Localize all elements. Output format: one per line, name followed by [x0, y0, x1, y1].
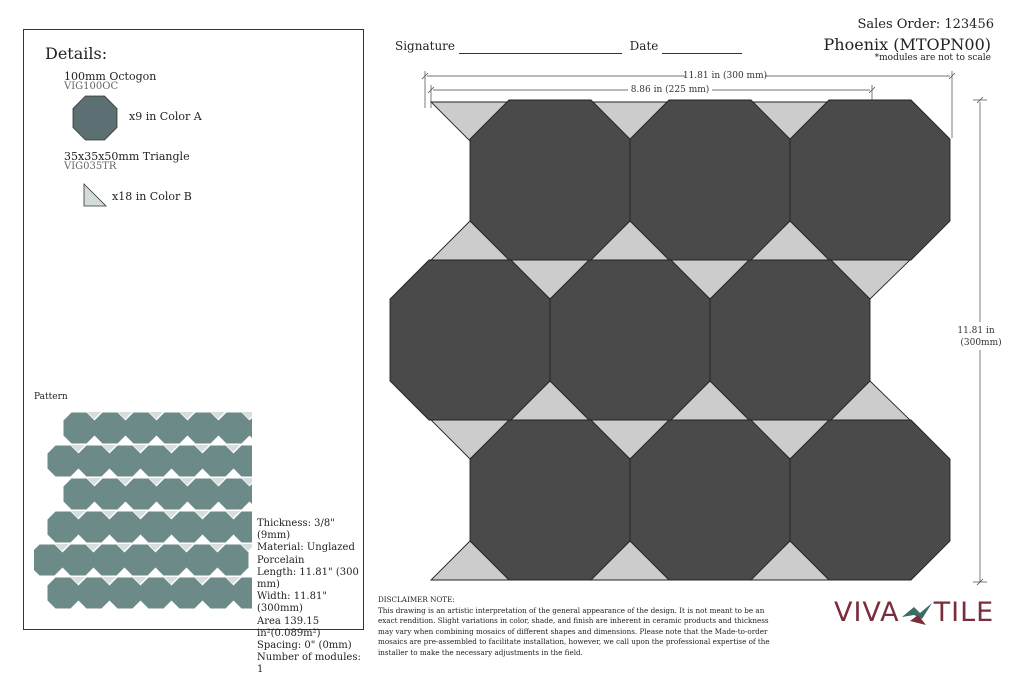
signature-label: Signature: [395, 39, 456, 53]
pattern-octagon: [187, 545, 218, 576]
product-title: Phoenix (MTOPN00): [823, 35, 991, 54]
pattern-octagon: [126, 413, 157, 444]
pattern-octagon: [188, 413, 219, 444]
brand-logo: [834, 597, 994, 628]
pattern-octagon: [234, 578, 253, 609]
pattern-octagon: [34, 545, 63, 576]
pattern-octagon: [172, 512, 203, 543]
pattern-octagon: [156, 545, 187, 576]
pattern-octagon: [79, 446, 110, 477]
pattern-octagon: [218, 545, 249, 576]
triangle-tile-quantity: x18 in Color B: [112, 190, 192, 203]
main-drawing: [370, 60, 1010, 590]
pattern-octagon: [48, 512, 79, 543]
spec-material-cont: Porcelain: [257, 554, 305, 566]
disclaimer: [378, 595, 778, 658]
scale-note: *modules are not to scale: [874, 53, 991, 63]
pattern-octagon: [48, 578, 79, 609]
disclaimer-title: DISCLAIMER NOTE:: [378, 595, 455, 604]
pattern-octagon: [110, 446, 141, 477]
date-label: Date: [629, 39, 659, 53]
pattern-octagon: [219, 479, 250, 510]
specs-list: [257, 518, 362, 677]
pattern-octagon: [125, 545, 156, 576]
dim-repeat-width: 8.86 in (225 mm): [630, 85, 710, 95]
spec-length: Length: 11.81" (300 mm): [257, 566, 359, 591]
pattern-octagon: [94, 545, 125, 576]
dim-total-width: 11.81 in (300 mm): [682, 71, 768, 81]
pattern-octagon: [64, 479, 95, 510]
pattern-octagon: [110, 512, 141, 543]
pattern-preview: [34, 410, 252, 616]
octagon-tile: [470, 100, 630, 260]
date-field[interactable]: [662, 39, 742, 54]
pattern-octagon: [234, 446, 253, 477]
pattern-octagon: [95, 479, 126, 510]
spec-material: Material: Unglazed: [257, 542, 355, 554]
mosaic-tiles: [390, 100, 950, 580]
pattern-octagon: [203, 578, 234, 609]
dim-height-mm: (300mm): [960, 338, 1002, 348]
pattern-octagon: [157, 479, 188, 510]
brand-name-left: VIVA: [834, 597, 900, 628]
octagon-tile-icon: [72, 95, 118, 141]
sales-order: Sales Order: 123456: [857, 17, 994, 32]
octagon-tile-quantity: x9 in Color A: [129, 110, 202, 123]
triangle-tile-icon: [82, 183, 108, 207]
pattern-octagon: [95, 413, 126, 444]
pattern-octagon: [63, 545, 94, 576]
spec-spacing: Spacing: 0" (0mm): [257, 640, 352, 652]
pattern-octagon: [172, 578, 203, 609]
pattern-octagon: [141, 578, 172, 609]
pattern-label: Pattern: [34, 392, 68, 402]
triangle-tile-name: 35x35x50mm Triangle: [64, 150, 190, 163]
pattern-octagon: [203, 512, 234, 543]
octagon-tile: [470, 420, 630, 580]
pattern-octagon: [219, 413, 250, 444]
pattern-octagon: [172, 446, 203, 477]
spec-width: Width: 11.81" (300mm): [257, 591, 327, 615]
octagon-tile: [710, 260, 870, 420]
octagon-tile: [550, 260, 710, 420]
brand-name-right: TILE: [933, 597, 995, 628]
pattern-octagon: [110, 578, 141, 609]
pattern-octagon: [79, 578, 110, 609]
pattern-octagon: [157, 413, 188, 444]
triangle-tile-code: VIG035TR: [64, 161, 117, 172]
details-panel: [23, 29, 364, 676]
disclaimer-body: This drawing is an artistic interpretation of the general appearance of the design. It is not meant to be an exact rendition. Slight variations in color, shade, and finish are inherent in ceramic products and thickness may vary when combining mosaics of different shapes and dimensions. Please note that the Made-to-order mosaics are pre-assembled to facilitate installation, however, we call upon the professional expertise of the installer to make the necessary adjustments in the field.: [378, 605, 770, 657]
pattern-octagon: [203, 446, 234, 477]
details-heading: Details:: [45, 44, 108, 63]
pattern-octagon: [234, 512, 253, 543]
spec-modules: Number of modules: 1: [257, 652, 361, 676]
spec-area: Area 139.15 in²(0.089m²): [257, 615, 321, 639]
spec-thickness: Thickness: 3/8" (9mm): [257, 518, 335, 542]
pattern-octagon: [126, 479, 157, 510]
octagon-tile: [390, 260, 550, 420]
pattern-octagon: [141, 512, 172, 543]
pattern-octagon: [141, 446, 172, 477]
octagon-tile-name: 100mm Octogon: [64, 70, 157, 83]
dim-height-value: 11.81 in: [957, 326, 995, 336]
signature-row: [395, 39, 742, 54]
octagon-tile: [790, 100, 950, 260]
signature-field[interactable]: [459, 39, 622, 54]
pattern-octagon: [64, 413, 95, 444]
octagon-tile: [790, 420, 950, 580]
pattern-octagon: [48, 446, 79, 477]
pattern-octagon: [79, 512, 110, 543]
bird-logo-icon: [900, 601, 934, 627]
octagon-tile-code: VIG100OC: [64, 81, 119, 92]
octagon-tile: [630, 420, 790, 580]
octagon-tile: [630, 100, 790, 260]
pattern-octagon: [188, 479, 219, 510]
